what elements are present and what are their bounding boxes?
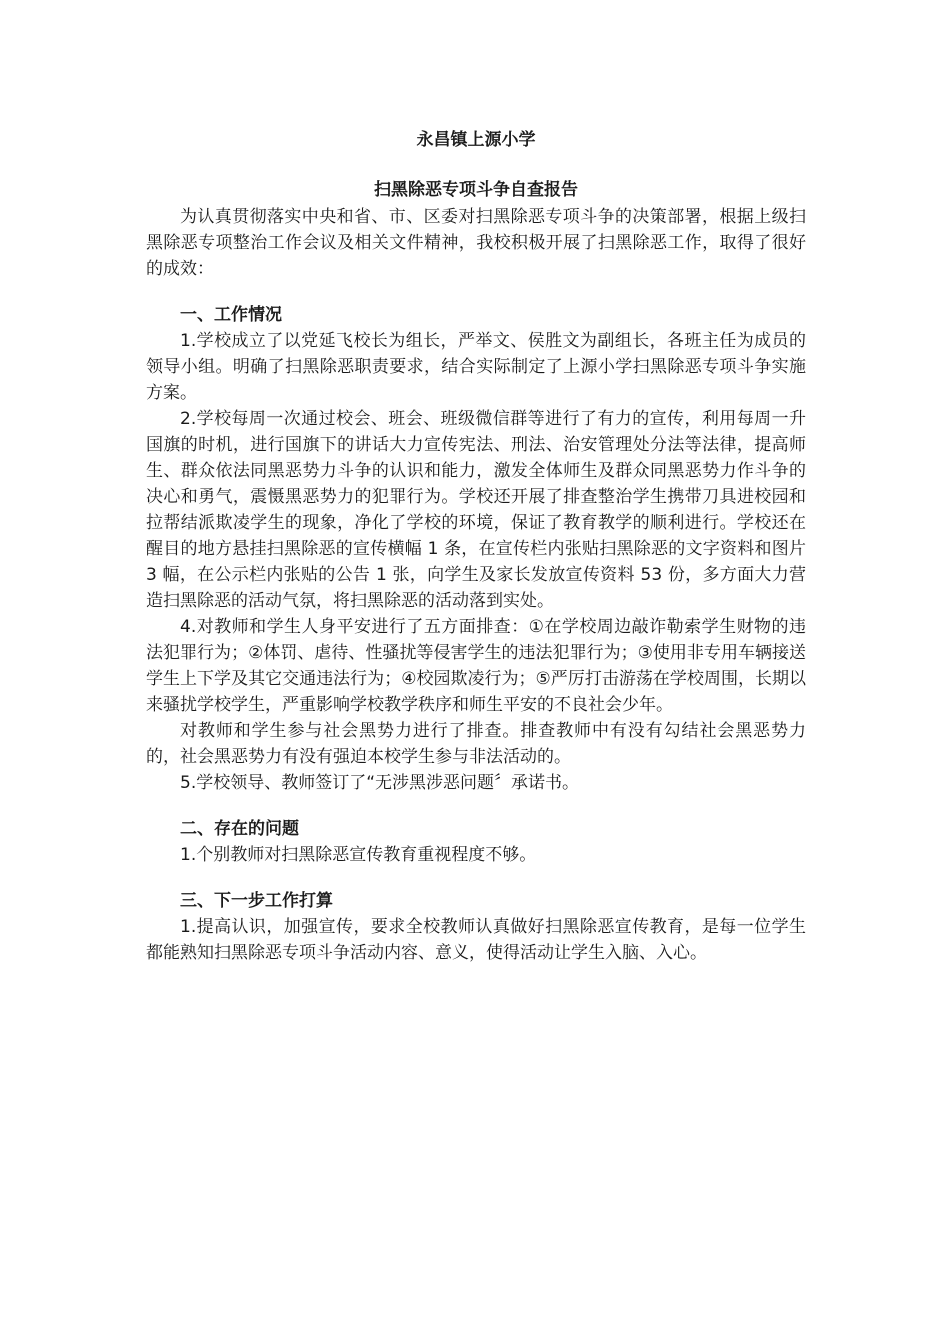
paragraph-safety-inspection: 4.对教师和学生人身平安进行了五方面排查：①在学校周边敲诈勒索学生财物的违法犯罪行为；②体罚、虐待、性骚扰等侵害学生的违法犯罪行为；③使用非专用车辆接送学生上下学及其它交通违法行为；④校园欺凌行为；⑤严厉打击游荡在学校周围，长期以来骚扰学校学生，严重影响学校教学秩序和师生平安的不良社会少年。: [146, 617, 806, 715]
section-heading-problems: 二、存在的问题: [180, 819, 299, 839]
section-heading-work-status: 一、工作情况: [180, 305, 282, 325]
paragraph-publicity: 2.学校每周一次通过校会、班会、班级微信群等进行了有力的宣传，利用每周一升国旗的时机，进行国旗下的讲话大力宣传宪法、刑法、治安管理处分法等法律，提高师生、群众依法同黑恶势力斗争的认识和能力，激发全体师生及群众同黑恶势力作斗争的决心和勇气，震慑黑恶势力的犯罪行为。学校还开展了排查整治学生携带刀具进校园和拉帮结派欺凌学生的现象，净化了学校的环境，保证了教育教学的顺利进行。学校还在醒目的地方悬挂扫黑除恶的宣传横幅 1 条，在宣传栏内张贴扫黑除恶的文字资料和图片 3 幅，在公示栏内张贴的公告 1 张，向学生及家长发放宣传资料 53 份，多方面大力营造扫黑除恶的活动气氛，将扫黑除恶的活动落到实处。: [146, 409, 806, 611]
school-name: 永昌镇上源小学: [416, 130, 536, 150]
paragraph-teacher-inspection: 对教师和学生参与社会黑势力进行了排查。排查教师中有没有勾结社会黑恶势力的，社会黑恶势力有没有强迫本校学生参与非法活动的。: [146, 721, 806, 767]
paragraph-next-step-1: 1.提高认识，加强宣传，要求全校教师认真做好扫黑除恶宣传教育，是每一位学生都能熟知扫黑除恶专项斗争活动内容、意义，使得活动让学生入脑、入心。: [146, 917, 806, 963]
paragraph-pledge: 5.学校领导、教师签订了“无涉黑涉恶问题〞承诺书。: [180, 773, 580, 793]
paragraph-problem-1: 1.个别教师对扫黑除恶宣传教育重视程度不够。: [180, 845, 537, 865]
report-title: 扫黑除恶专项斗争自查报告: [374, 180, 578, 200]
section-heading-next-steps: 三、下一步工作打算: [180, 891, 333, 911]
document-page: [146, 118, 806, 966]
intro-paragraph: 为认真贯彻落实中央和省、市、区委对扫黑除恶专项斗争的决策部署，根据上级扫黑除恶专项整治工作会议及相关文件精神，我校积极开展了扫黑除恶工作，取得了很好的成效：: [146, 207, 806, 279]
paragraph-leadership-group: 1.学校成立了以党延飞校长为组长，严举文、侯胜文为副组长，各班主任为成员的领导小组。明确了扫黑除恶职责要求，结合实际制定了上源小学扫黑除恶专项斗争实施方案。: [146, 331, 806, 403]
